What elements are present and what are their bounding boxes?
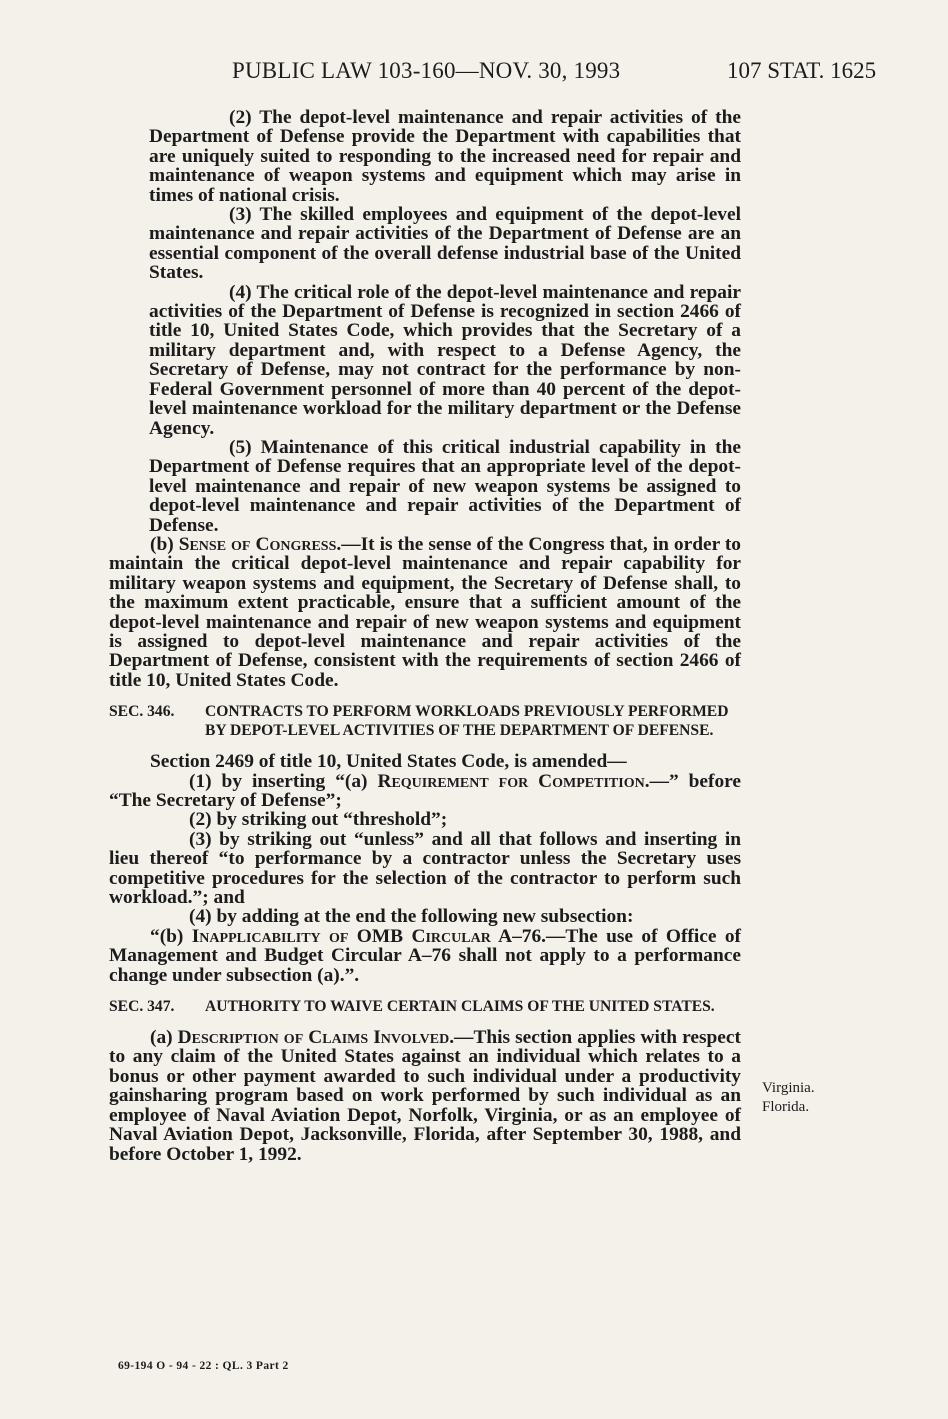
section-347-subsection-a (109, 1028, 741, 1164)
paragraph-3: (3) The skilled employees and equipment of the depot-level maintenance and repair activities of the Department of Defense are an essential component of the overall defense industrial base of the United States. (149, 204, 741, 284)
amendment-item-2: (2) by striking out “threshold”; (189, 809, 448, 831)
margin-notes (762, 1079, 815, 1117)
subsection-prefix: (a) (150, 1027, 178, 1049)
quote-heading: Inapplicability of OMB Circular A–76 (191, 925, 542, 947)
section-347-heading (109, 997, 741, 1016)
paragraph-b-sense-of-congress (109, 535, 741, 690)
subsection-text: .—It is the sense of the Congress that, in order to maintain the critical depot-level maintenance and repair capability for military weapon systems and equipment, the Secretary of Defense shall, to the maximum extent practicable, ensure that a sufficient amount of the depot-level maintenance and repair of new weapon systems and equipment is assigned to depot-level maintenance and repair activities of the Department of Defense, consistent with the requirements of section 2466 of title 10, United States Code. (109, 533, 741, 691)
item-prefix: (1) by inserting “(a) (189, 770, 378, 792)
subsection-prefix: (b) (150, 533, 179, 555)
section-title: CONTRACTS TO PERFORM WORKLOADS PREVIOUSLY PERFORMED BY DEPOT-LEVEL ACTIVITIES OF THE DEPARTMENT OF DEFENSE. (205, 703, 729, 740)
section-346-intro: Section 2469 of title 10, United States Code, is amended— (150, 751, 627, 773)
item-heading: Requirement for Competition (377, 770, 645, 792)
quote-prefix: “(b) (150, 925, 192, 947)
subsection-text: .—This section applies with respect to any claim of the United States against an individual which relates to a bonus or other payment awarded to such individual under a productivity gainsharing program based on work performed by such individual as an employee of Naval Aviation Depot, Norfolk, Virginia, or as an employee of Naval Aviation Depot, Jacksonville, Florida, after September 30, 1988, and before October 1, 1992. (109, 1027, 741, 1165)
margin-note-virginia: Virginia. (762, 1080, 815, 1096)
margin-note-florida: Florida. (762, 1099, 810, 1115)
amendment-item-4: (4) by adding at the end the following new subsection: (189, 906, 634, 928)
section-number: SEC. 347. (109, 998, 175, 1016)
quote-text: .—The use of Office of Management and Budget Circular A–76 shall not apply to a performance change under subsection (a).”. (109, 925, 741, 986)
paragraph-4: (4) The critical role of the depot-level maintenance and repair activities of the Department of Defense is recognized in section 2466 of title 10, United States Code, which provides that the Secretary of a military department and, with respect to a Defense Agency, the Secretary of Defense, may not contract for the performance by non-Federal Government personnel of more than 40 percent of the depot-level maintenance workload for the military department or the Defense Agency. (149, 281, 741, 439)
page-body (109, 108, 741, 1164)
print-footer: 69-194 O - 94 - 22 : QL. 3 Part 2 (118, 1360, 289, 1372)
paragraph-2: (2) The depot-level maintenance and repair activities of the Department of Defense provide the Department with capabilities that are uniquely suited to responding to the increased need for repair and maintenance of weapon systems and equipment which may arise in times of national crisis. (149, 107, 741, 206)
subsection-heading: Description of Claims Involved (177, 1027, 450, 1049)
section-number: SEC. 346. (109, 703, 175, 721)
running-header (0, 58, 948, 90)
quoted-subsection-b (109, 927, 741, 985)
item-suffix: .—” before “The Secretary of Defense”; (109, 770, 742, 811)
amendment-item-3: (3) by striking out “unless” and all that follows and inserting in lieu thereof “to performance by a contractor unless the Secretary uses competitive procedures for the selection of the contractor to perform such workload.”; and (109, 828, 741, 909)
law-title: PUBLIC LAW 103-160—NOV. 30, 1993 (232, 58, 621, 83)
amendment-item-1 (109, 772, 741, 811)
stat-reference: 107 STAT. 1625 (727, 58, 877, 83)
subsection-heading: Sense of Congress (178, 533, 337, 555)
paragraph-5: (5) Maintenance of this critical industrial capability in the Department of Defense requires that an appropriate level of the depot-level maintenance and repair of new weapon systems be assigned to depot-level maintenance and repair activities of the Department of Defense. (149, 436, 741, 536)
section-346-heading (109, 702, 741, 740)
section-title: AUTHORITY TO WAIVE CERTAIN CLAIMS OF THE UNITED STATES. (205, 998, 715, 1016)
